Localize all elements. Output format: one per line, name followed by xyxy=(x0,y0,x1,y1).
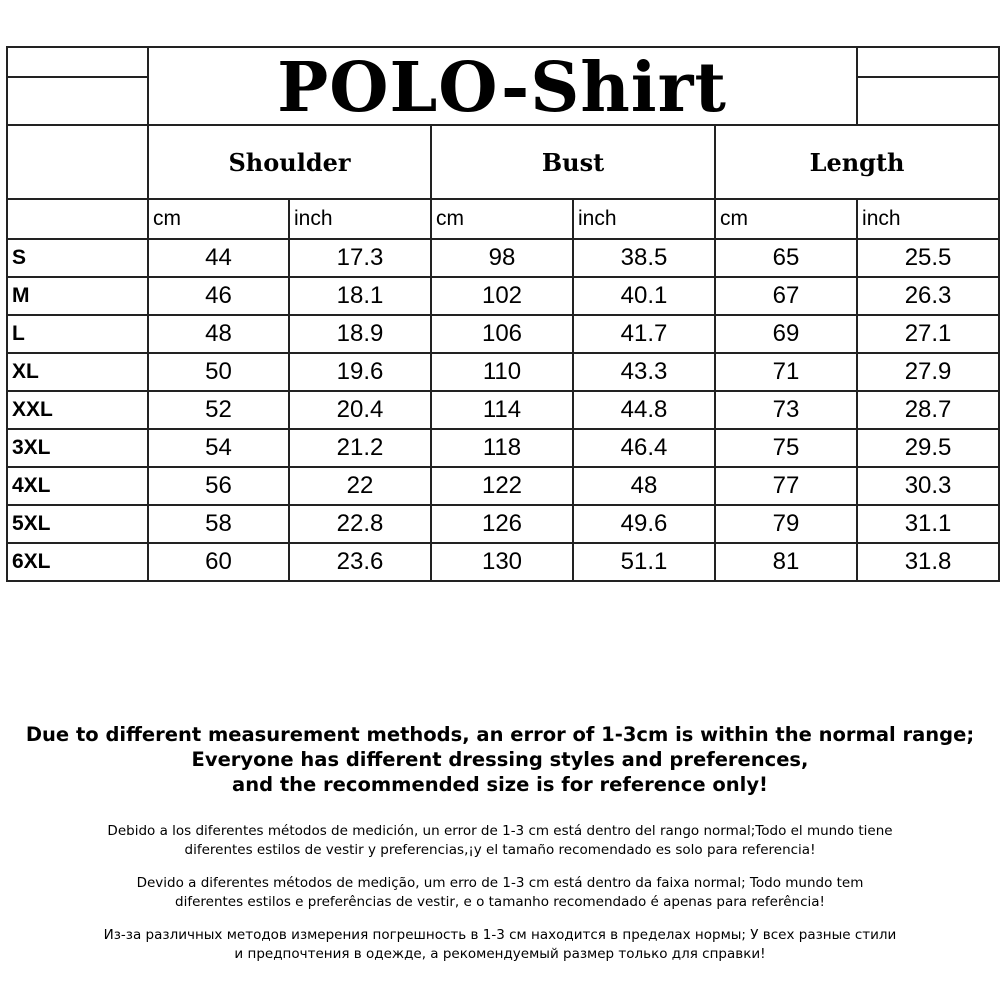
notice-line: Everyone has different dressing styles and preferences, xyxy=(191,748,809,771)
measurement-cell: 73 xyxy=(715,391,857,429)
measurement-cell: 31.8 xyxy=(857,543,999,581)
measurement-cell: 26.3 xyxy=(857,277,999,315)
measurement-cell: 69 xyxy=(715,315,857,353)
notice-portuguese xyxy=(40,874,960,912)
notice-line: и предпочтения в одежде, а рекомендуемый размер только для справки! xyxy=(234,946,766,962)
size-label: M xyxy=(7,277,148,315)
measurement-cell: 46 xyxy=(148,277,289,315)
notice-english xyxy=(0,722,1000,797)
measurement-cell: 41.7 xyxy=(573,315,715,353)
table-row xyxy=(7,543,999,581)
measurement-cell: 48 xyxy=(148,315,289,353)
shoulder-header: Shoulder xyxy=(148,125,431,199)
measurement-cell: 98 xyxy=(431,239,573,277)
size-label: XL xyxy=(7,353,148,391)
measurement-cell: 60 xyxy=(148,543,289,581)
measurement-cell: 71 xyxy=(715,353,857,391)
measurement-cell: 102 xyxy=(431,277,573,315)
measurement-cell: 48 xyxy=(573,467,715,505)
measurement-cell: 38.5 xyxy=(573,239,715,277)
measurement-cell: 75 xyxy=(715,429,857,467)
notice-line: Из-за различных методов измерения погрешность в 1-3 см находится в пределах нормы; У всех разные стили xyxy=(103,927,897,943)
measurement-cell: 118 xyxy=(431,429,573,467)
measurement-cell: 54 xyxy=(148,429,289,467)
unit-cell: inch xyxy=(573,199,715,239)
table-row xyxy=(7,277,999,315)
measurement-cell: 43.3 xyxy=(573,353,715,391)
size-label: 6XL xyxy=(7,543,148,581)
measurement-cell: 79 xyxy=(715,505,857,543)
unit-cell: inch xyxy=(857,199,999,239)
measurement-cell: 114 xyxy=(431,391,573,429)
measurement-cell: 126 xyxy=(431,505,573,543)
measurement-cell: 17.3 xyxy=(289,239,431,277)
measurement-cell: 31.1 xyxy=(857,505,999,543)
table-row xyxy=(7,353,999,391)
measurement-cell: 22.8 xyxy=(289,505,431,543)
notice-line: diferentes estilos de vestir y preferencias,¡y el tamaño recomendado es solo para referencia! xyxy=(184,842,816,858)
group-header-row xyxy=(7,125,999,199)
measurement-cell: 65 xyxy=(715,239,857,277)
table-row xyxy=(7,429,999,467)
measurement-cell: 77 xyxy=(715,467,857,505)
unit-row xyxy=(7,199,999,239)
unit-cell: cm xyxy=(148,199,289,239)
table-row xyxy=(7,391,999,429)
size-label: 3XL xyxy=(7,429,148,467)
unit-cell: cm xyxy=(431,199,573,239)
page-title: POLO-Shirt xyxy=(277,48,727,128)
notice-line: diferentes estilos e preferências de vestir, e o tamanho recomendado é apenas para referência! xyxy=(175,894,825,910)
measurement-cell: 23.6 xyxy=(289,543,431,581)
measurement-cell: 106 xyxy=(431,315,573,353)
measurement-cell: 122 xyxy=(431,467,573,505)
size-label: S xyxy=(7,239,148,277)
measurement-cell: 52 xyxy=(148,391,289,429)
measurement-cell: 50 xyxy=(148,353,289,391)
measurement-cell: 51.1 xyxy=(573,543,715,581)
measurement-cell: 46.4 xyxy=(573,429,715,467)
measurement-cell: 27.1 xyxy=(857,315,999,353)
notice-line: and the recommended size is for reference only! xyxy=(232,773,768,796)
measurement-cell: 81 xyxy=(715,543,857,581)
blank-unit-cell xyxy=(7,199,148,239)
table-row xyxy=(7,505,999,543)
measurement-cell: 130 xyxy=(431,543,573,581)
notice-line: Devido a diferentes métodos de medição, um erro de 1-3 cm está dentro da faixa normal; Todo mundo tem xyxy=(136,875,864,891)
measurement-cell: 44.8 xyxy=(573,391,715,429)
unit-cell: inch xyxy=(289,199,431,239)
measurement-cell: 29.5 xyxy=(857,429,999,467)
size-rows xyxy=(7,239,999,581)
size-label: XXL xyxy=(7,391,148,429)
notice-line: Debido a los diferentes métodos de medición, un error de 1-3 cm está dentro del rango normal;Todo el mundo tiene xyxy=(107,823,893,839)
corner-cell-right xyxy=(857,47,999,125)
length-header: Length xyxy=(715,125,999,199)
measurement-cell: 44 xyxy=(148,239,289,277)
measurement-cell: 30.3 xyxy=(857,467,999,505)
table-row xyxy=(7,315,999,353)
measurement-cell: 49.6 xyxy=(573,505,715,543)
size-label: 4XL xyxy=(7,467,148,505)
measurement-cell: 40.1 xyxy=(573,277,715,315)
measurement-cell: 25.5 xyxy=(857,239,999,277)
measurement-cell: 22 xyxy=(289,467,431,505)
blank-header-cell xyxy=(7,125,148,199)
size-label: 5XL xyxy=(7,505,148,543)
corner-cell-left xyxy=(7,47,148,125)
measurement-cell: 19.6 xyxy=(289,353,431,391)
measurement-cell: 18.1 xyxy=(289,277,431,315)
measurement-cell: 21.2 xyxy=(289,429,431,467)
notice-line: Due to different measurement methods, an error of 1-3cm is within the normal range; xyxy=(25,723,975,746)
measurement-cell: 20.4 xyxy=(289,391,431,429)
table-row xyxy=(7,239,999,277)
bust-header: Bust xyxy=(431,125,715,199)
measurement-cell: 18.9 xyxy=(289,315,431,353)
notice-russian xyxy=(40,926,960,964)
measurement-cell: 27.9 xyxy=(857,353,999,391)
measurement-cell: 56 xyxy=(148,467,289,505)
measurement-cell: 67 xyxy=(715,277,857,315)
measurement-cell: 58 xyxy=(148,505,289,543)
notice-spanish xyxy=(40,822,960,860)
measurement-cell: 110 xyxy=(431,353,573,391)
table-row xyxy=(7,467,999,505)
unit-cell: cm xyxy=(715,199,857,239)
measurement-cell: 28.7 xyxy=(857,391,999,429)
size-label: L xyxy=(7,315,148,353)
